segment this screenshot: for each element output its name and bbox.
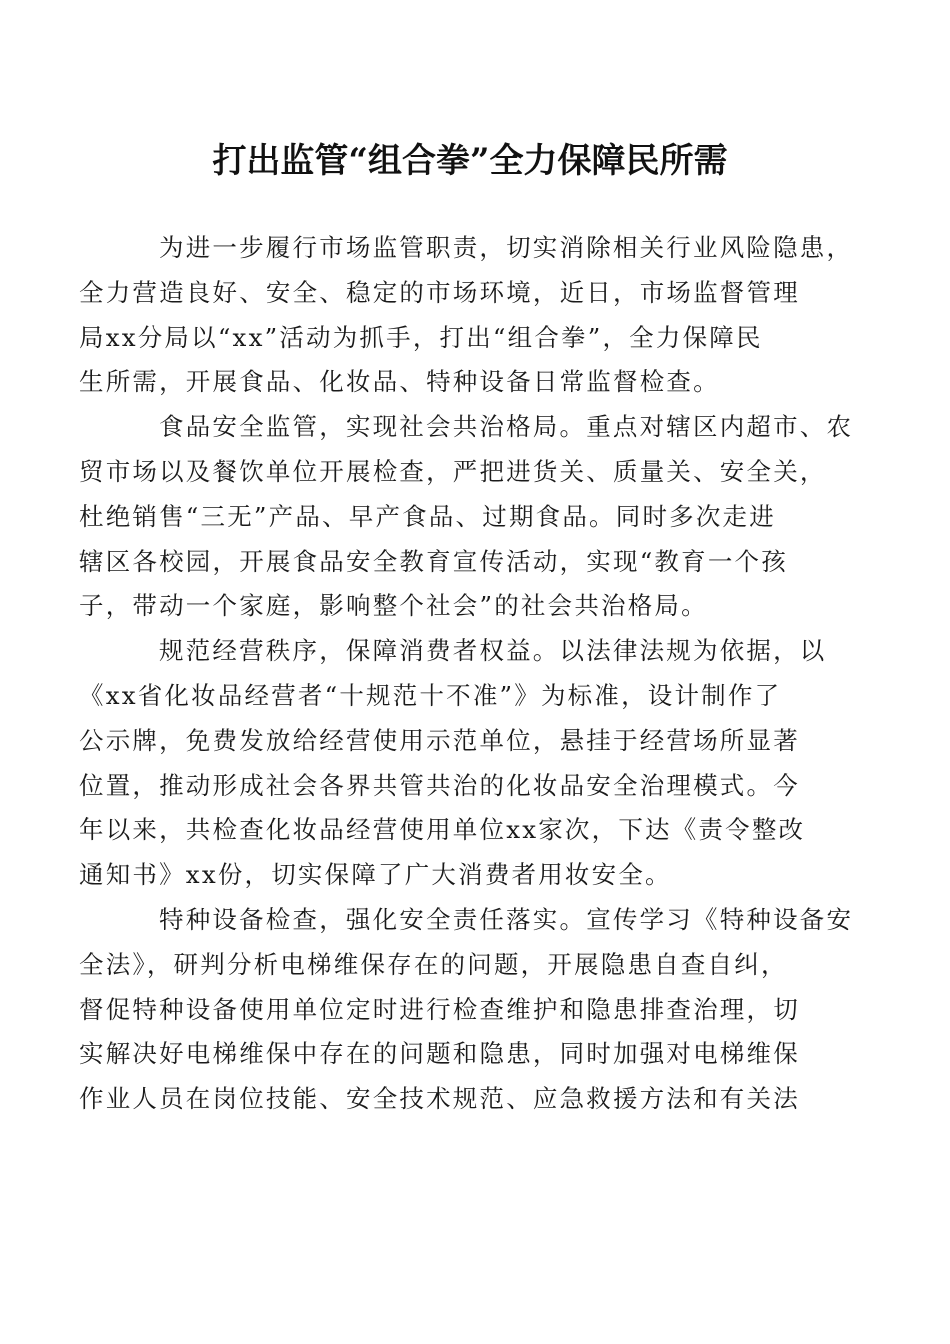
text-line: 规范经营秩序，保障消费者权益。以法律法规为依据，以 bbox=[159, 636, 827, 666]
paragraph-intro bbox=[79, 226, 854, 405]
text-line: 作业人员在岗位技能、安全技术规范、应急救援方法和有关法 bbox=[79, 1084, 800, 1114]
text-line: 实解决好电梯维保中存在的问题和隐患，同时加强对电梯维保 bbox=[79, 1039, 800, 1069]
text-line: 年以来，共检查化妆品经营使用单位xx家次，下达《责令整改 bbox=[79, 815, 806, 845]
text-line: 杜绝销售“三无”产品、早产食品、过期食品。同时多次走进 bbox=[79, 501, 776, 531]
text-line: 通知书》xx份，切实保障了广大消费者用妆安全。 bbox=[79, 860, 672, 890]
text-line: 位置，推动形成社会各界共管共治的化妆品安全治理模式。今 bbox=[79, 770, 800, 800]
paragraph-food-safety bbox=[79, 405, 854, 629]
document-title: 打出监管“组合拳”全力保障民所需 bbox=[212, 141, 728, 181]
text-line: 全力营造良好、安全、稳定的市场环境，近日，市场监督管理 bbox=[79, 277, 800, 307]
text-line: 食品安全监管，实现社会共治格局。重点对辖区内超市、农 bbox=[159, 412, 854, 442]
text-line: 为进一步履行市场监管职责，切实消除相关行业风险隐患， bbox=[159, 233, 854, 262]
text-line: 特种设备检查，强化安全责任落实。宣传学习《特种设备安 bbox=[159, 904, 854, 934]
text-line: 督促特种设备使用单位定时进行检查维护和隐患排查治理，切 bbox=[79, 994, 800, 1024]
document-body bbox=[79, 226, 854, 1122]
paragraph-cosmetics bbox=[79, 629, 831, 898]
text-line: 辖区各校园，开展食品安全教育宣传活动，实现“教育一个孩 bbox=[79, 546, 788, 576]
text-line: 局xx分局以“xx”活动为抓手，打出“组合拳”，全力保障民 bbox=[79, 322, 763, 352]
text-line: 公示牌，免费发放给经营使用示范单位，悬挂于经营场所显著 bbox=[79, 725, 800, 755]
paragraph-special-equipment bbox=[79, 898, 854, 1122]
text-line: 生所需，开展食品、化妆品、特种设备日常监督检查。 bbox=[79, 367, 720, 397]
text-line: 《xx省化妆品经营者“十规范十不准”》为标准，设计制作了 bbox=[79, 680, 782, 710]
text-line: 贸市场以及餐饮单位开展检查，严把进货关、质量关、安全关， bbox=[79, 456, 827, 486]
text-line: 全法》，研判分析电梯维保存在的问题，开展隐患自查自纠， bbox=[79, 949, 788, 979]
text-line: 子，带动一个家庭，影响整个社会”的社会共治格局。 bbox=[79, 591, 708, 621]
